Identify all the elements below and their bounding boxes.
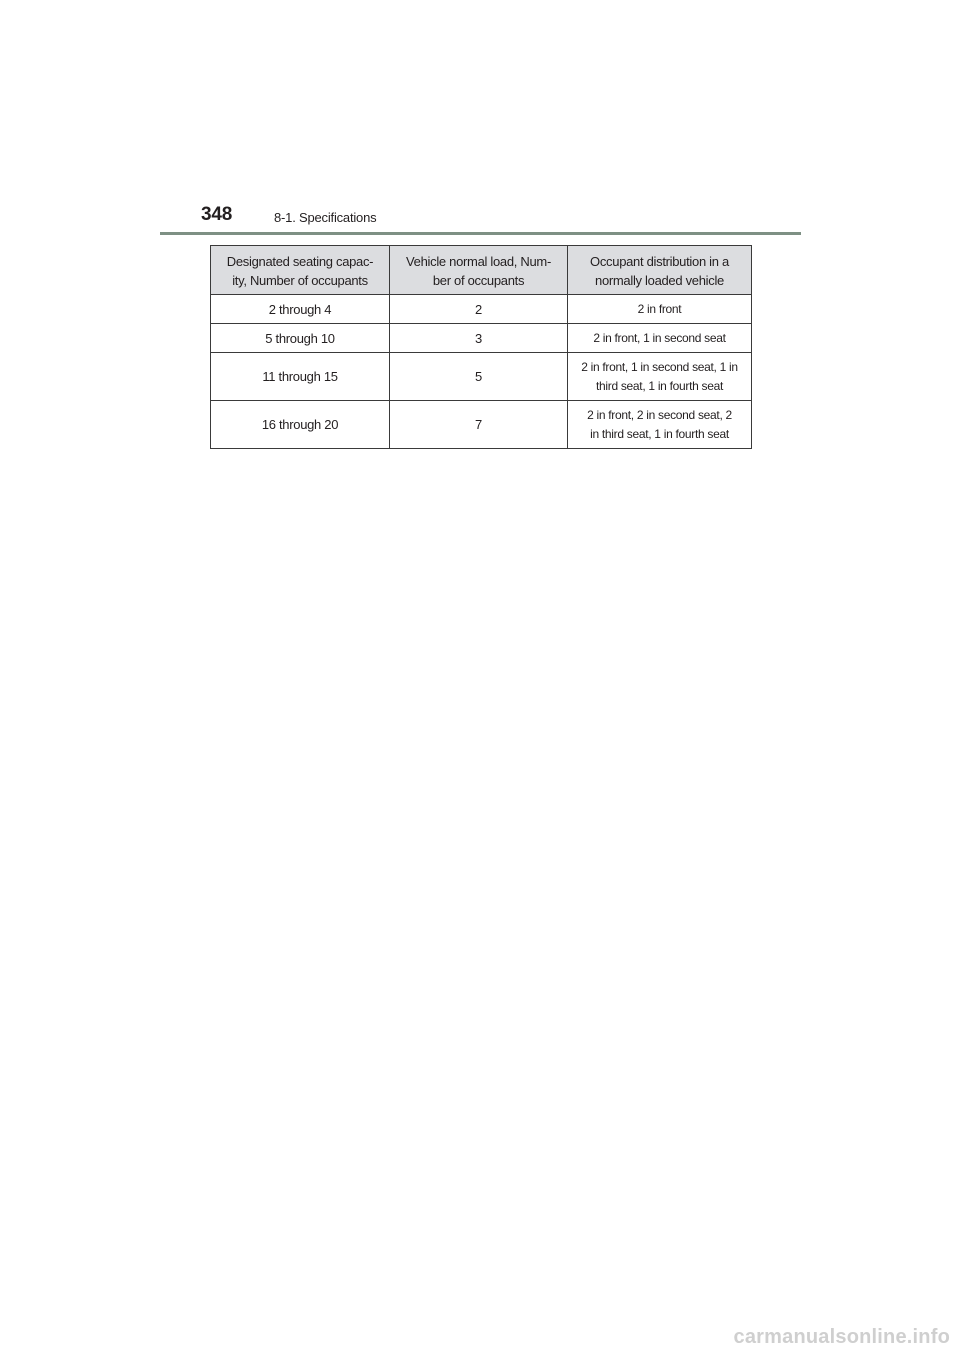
watermark: carmanualsonline.info [733, 1326, 950, 1348]
table-row [211, 324, 752, 353]
section-title: 8-1. Specifications [274, 210, 377, 225]
cell-distribution: 2 in front, 2 in second seat, 2 in third seat, 1 in fourth seat [568, 401, 752, 449]
cell-normal-load: 2 [390, 295, 568, 324]
header-rule [160, 232, 801, 235]
cell-distribution: 2 in front, 1 in second seat, 1 in third seat, 1 in fourth seat [568, 353, 752, 401]
table-row [211, 295, 752, 324]
cell-normal-load: 3 [390, 324, 568, 353]
cell-distribution: 2 in front, 1 in second seat [568, 324, 752, 353]
cell-capacity: 11 through 15 [211, 353, 390, 401]
column-header-capacity: Designated seating capac- ity, Number of occupants [211, 246, 390, 295]
page-number: 348 [201, 204, 233, 225]
column-header-distribution: Occupant distribution in a normally loaded vehicle [568, 246, 752, 295]
table-row [211, 401, 752, 449]
cell-capacity: 5 through 10 [211, 324, 390, 353]
cell-normal-load: 7 [390, 401, 568, 449]
page-header [160, 200, 801, 236]
column-header-normal-load: Vehicle normal load, Num- ber of occupants [390, 246, 568, 295]
table-row [211, 353, 752, 401]
occupant-distribution-table [210, 245, 752, 449]
cell-capacity: 16 through 20 [211, 401, 390, 449]
cell-normal-load: 5 [390, 353, 568, 401]
cell-capacity: 2 through 4 [211, 295, 390, 324]
cell-distribution: 2 in front [568, 295, 752, 324]
table-header-row [211, 246, 752, 295]
